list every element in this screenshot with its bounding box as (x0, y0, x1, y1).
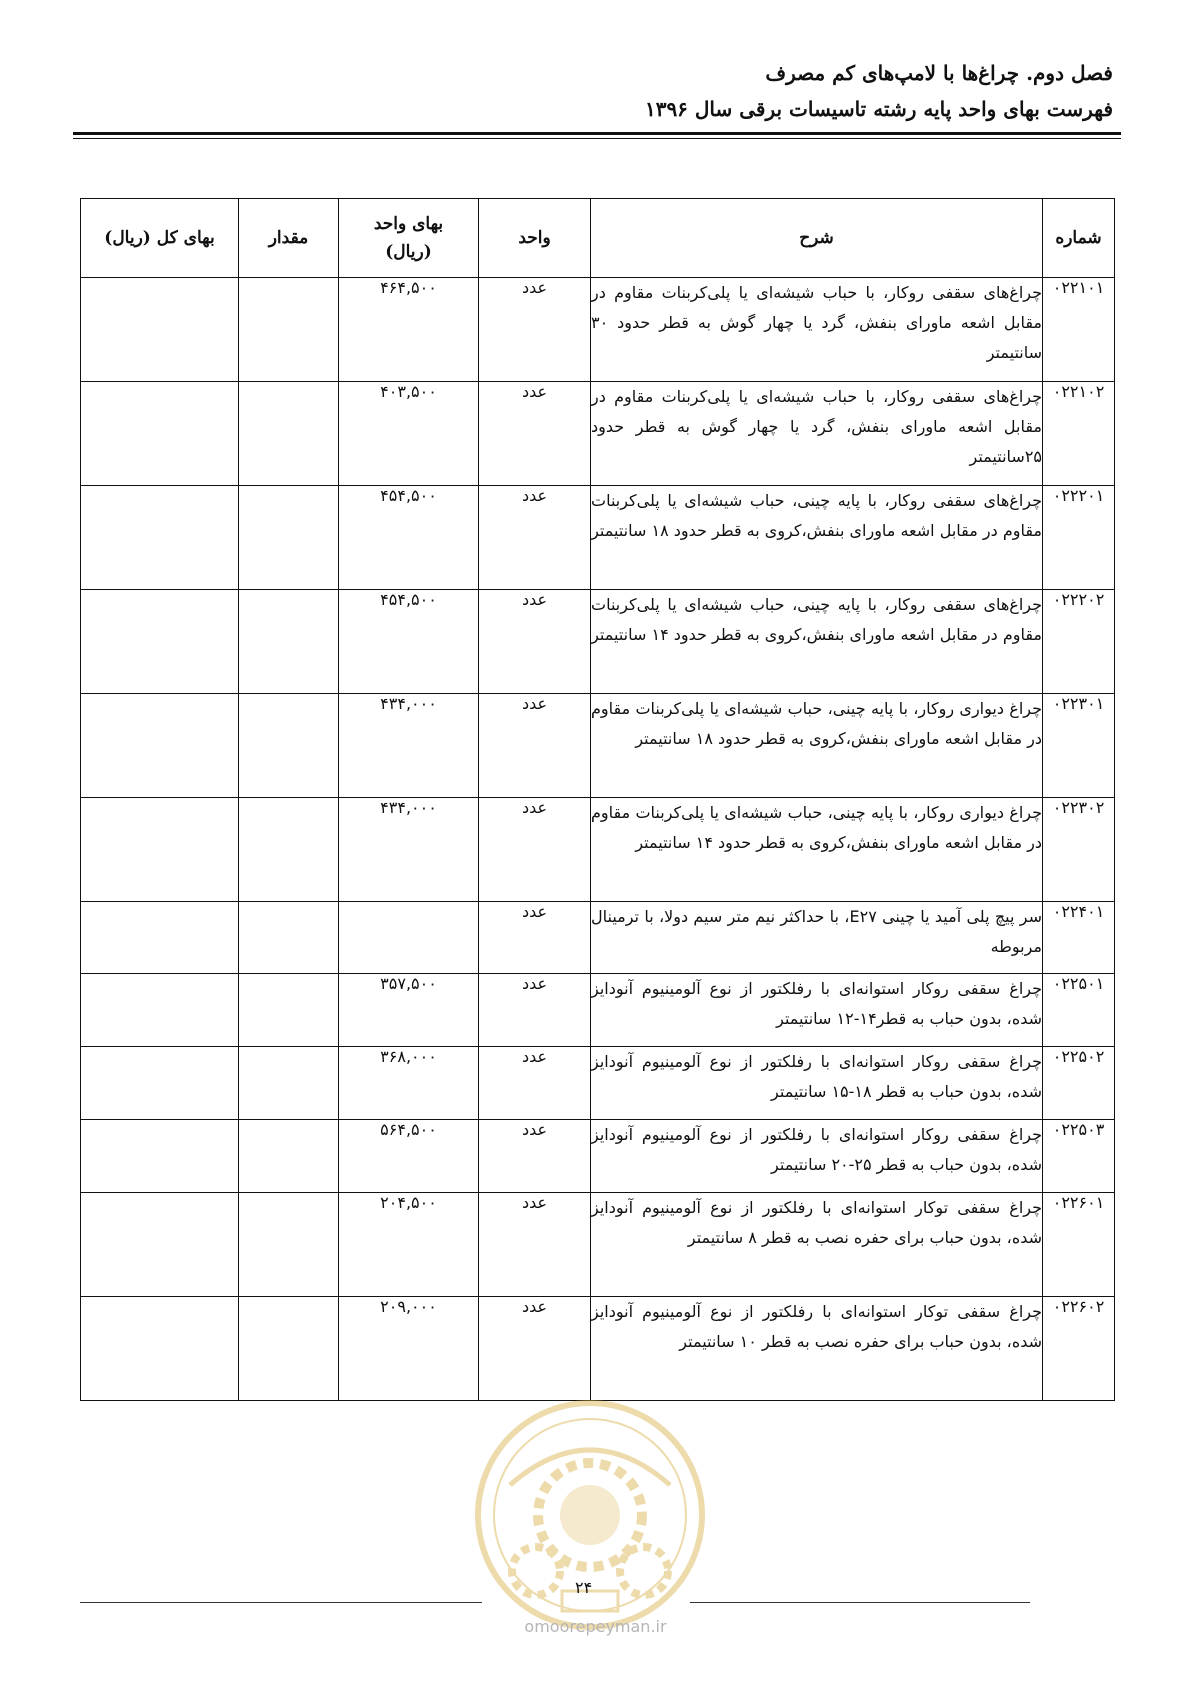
item-total (81, 902, 239, 974)
col-header-description: شرح (591, 199, 1043, 278)
item-total (81, 486, 239, 590)
item-unit-price: ۲۰۹,۰۰۰ (339, 1297, 479, 1401)
table-row (81, 382, 1115, 486)
item-code: ۰۲۲۵۰۳ (1043, 1120, 1115, 1193)
item-unit-price: ۳۶۸,۰۰۰ (339, 1047, 479, 1120)
item-total (81, 1297, 239, 1401)
item-quantity (239, 1193, 339, 1297)
item-total (81, 694, 239, 798)
item-unit: عدد (479, 1297, 591, 1401)
item-description: چراغ دیواری روکار، با پایه چینی، حباب شیشه‌ای یا پلی‌کربنات مقاوم در مقابل اشعه ماورای بنفش،کروی به قطر حدود ۱۸ سانتیمتر (591, 694, 1043, 798)
price-list-table (80, 198, 1115, 1401)
item-description: چراغ سقفی روکار استوانه‌ای با رفلکتور از نوع آلومینیوم آنودایز شده، بدون حباب به قطر ۲۵-۲۰ سانتیمتر (591, 1120, 1043, 1193)
item-total (81, 1193, 239, 1297)
item-description: چراغ سقفی روکار استوانه‌ای با رفلکتور از نوع آلومینیوم آنودایز شده، بدون حباب به قطر۱۴-۱۲ سانتیمتر (591, 974, 1043, 1047)
item-description: چراغ دیواری روکار، با پایه چینی، حباب شیشه‌ای یا پلی‌کربنات مقاوم در مقابل اشعه ماورای بنفش،کروی به قطر حدود ۱۴ سانتیمتر (591, 798, 1043, 902)
item-unit: عدد (479, 1193, 591, 1297)
item-description: چراغ‌های سقفی روکار، با حباب شیشه‌ای یا پلی‌کربنات مقاوم در مقابل اشعه ماورای بنفش، گرد یا چهار گوش به قطر حدود ۳۰ سانتیمتر (591, 278, 1043, 382)
page-header (73, 58, 1113, 124)
document-title: فهرست بهای واحد پایه رشته تاسیسات برقی سال ۱۳۹۶ (644, 97, 1113, 121)
item-total (81, 382, 239, 486)
table-row (81, 1120, 1115, 1193)
item-code: ۰۲۲۵۰۱ (1043, 974, 1115, 1047)
table-row (81, 974, 1115, 1047)
item-unit-price: ۴۵۴,۵۰۰ (339, 590, 479, 694)
item-description: چراغ‌های سقفی روکار، با پایه چینی، حباب شیشه‌ای یا پلی‌کربنات مقاوم در مقابل اشعه ماورای بنفش،کروی به قطر حدود ۱۴ سانتیمتر (591, 590, 1043, 694)
item-description: چراغ‌های سقفی روکار، با پایه چینی، حباب شیشه‌ای یا پلی‌کربنات مقاوم در مقابل اشعه ماورای بنفش،کروی به قطر حدود ۱۸ سانتیمتر (591, 486, 1043, 590)
table-row (81, 590, 1115, 694)
item-unit-price (339, 902, 479, 974)
item-unit: عدد (479, 486, 591, 590)
table-row (81, 902, 1115, 974)
item-unit: عدد (479, 1047, 591, 1120)
table-header-row (81, 199, 1115, 278)
item-total (81, 798, 239, 902)
item-unit-price: ۴۳۴,۰۰۰ (339, 798, 479, 902)
item-unit: عدد (479, 798, 591, 902)
table-row (81, 694, 1115, 798)
item-total (81, 1120, 239, 1193)
stamp-seal-icon (470, 1395, 710, 1635)
item-quantity (239, 798, 339, 902)
item-description: سر پیچ پلی آمید یا چینی E۲۷، با حداکثر نیم متر سیم دولا، با ترمینال مربوطه (591, 902, 1043, 974)
header-rule-thin (73, 138, 1121, 139)
item-unit-price: ۵۶۴,۵۰۰ (339, 1120, 479, 1193)
item-quantity (239, 278, 339, 382)
item-code: ۰۲۲۴۰۱ (1043, 902, 1115, 974)
item-unit-price: ۴۳۴,۰۰۰ (339, 694, 479, 798)
item-code: ۰۲۲۶۰۱ (1043, 1193, 1115, 1297)
item-quantity (239, 974, 339, 1047)
item-unit-price: ۳۵۷,۵۰۰ (339, 974, 479, 1047)
table-row (81, 798, 1115, 902)
item-description: چراغ سقفی توکار استوانه‌ای با رفلکتور از نوع آلومینیوم آنودایز شده، بدون حباب برای حفره نصب به قطر ۸ سانتیمتر (591, 1193, 1043, 1297)
footer-rule-left (80, 1602, 482, 1603)
table-row (81, 1047, 1115, 1120)
col-header-quantity: مقدار (239, 199, 339, 278)
footer-rule-right (690, 1602, 1030, 1603)
item-description: چراغ‌های سقفی روکار، با حباب شیشه‌ای یا پلی‌کربنات مقاوم در مقابل اشعه ماورای بنفش، گرد یا چهار گوش به قطر حدود ۲۵سانتیمتر (591, 382, 1043, 486)
header-rule-thick (73, 132, 1121, 135)
item-code: ۰۲۲۲۰۱ (1043, 486, 1115, 590)
page-number: ۲۴ (575, 1578, 593, 1597)
item-total (81, 590, 239, 694)
unit-price-currency: (ریال) (385, 242, 432, 262)
item-unit: عدد (479, 902, 591, 974)
chapter-title: فصل دوم. چراغ‌ها با لامپ‌های کم مصرف (765, 61, 1113, 85)
item-unit: عدد (479, 278, 591, 382)
item-description: چراغ سقفی روکار استوانه‌ای با رفلکتور از نوع آلومینیوم آنودایز شده، بدون حباب به قطر ۱۸-۱۵ سانتیمتر (591, 1047, 1043, 1120)
item-quantity (239, 1297, 339, 1401)
item-unit-price: ۴۶۴,۵۰۰ (339, 278, 479, 382)
item-quantity (239, 486, 339, 590)
item-code: ۰۲۲۵۰۲ (1043, 1047, 1115, 1120)
table-row (81, 278, 1115, 382)
item-code: ۰۲۲۶۰۲ (1043, 1297, 1115, 1401)
item-code: ۰۲۲۱۰۱ (1043, 278, 1115, 382)
item-unit: عدد (479, 974, 591, 1047)
table-row (81, 1297, 1115, 1401)
item-code: ۰۲۲۳۰۲ (1043, 798, 1115, 902)
item-quantity (239, 1120, 339, 1193)
col-header-total: بهای کل (ریال) (81, 199, 239, 278)
item-quantity (239, 694, 339, 798)
item-unit: عدد (479, 590, 591, 694)
item-quantity (239, 590, 339, 694)
item-unit-price: ۴۰۳,۵۰۰ (339, 382, 479, 486)
item-quantity (239, 1047, 339, 1120)
unit-price-label: بهای واحد (373, 214, 444, 234)
item-unit: عدد (479, 694, 591, 798)
table-row (81, 1193, 1115, 1297)
item-total (81, 278, 239, 382)
item-total (81, 974, 239, 1047)
item-code: ۰۲۲۳۰۱ (1043, 694, 1115, 798)
item-quantity (239, 902, 339, 974)
item-total (81, 1047, 239, 1120)
col-header-unit: واحد (479, 199, 591, 278)
col-header-unit-price (339, 199, 479, 278)
item-description: چراغ سقفی توکار استوانه‌ای با رفلکتور از نوع آلومینیوم آنودایز شده، بدون حباب برای حفره نصب به قطر ۱۰ سانتیمتر (591, 1297, 1043, 1401)
item-unit: عدد (479, 1120, 591, 1193)
item-code: ۰۲۲۲۰۲ (1043, 590, 1115, 694)
watermark-url: omoorepeyman.ir (524, 1617, 667, 1636)
item-unit-price: ۴۵۴,۵۰۰ (339, 486, 479, 590)
item-code: ۰۲۲۱۰۲ (1043, 382, 1115, 486)
item-quantity (239, 382, 339, 486)
item-unit: عدد (479, 382, 591, 486)
item-unit-price: ۲۰۴,۵۰۰ (339, 1193, 479, 1297)
table-row (81, 486, 1115, 590)
col-header-code: شماره (1043, 199, 1115, 278)
